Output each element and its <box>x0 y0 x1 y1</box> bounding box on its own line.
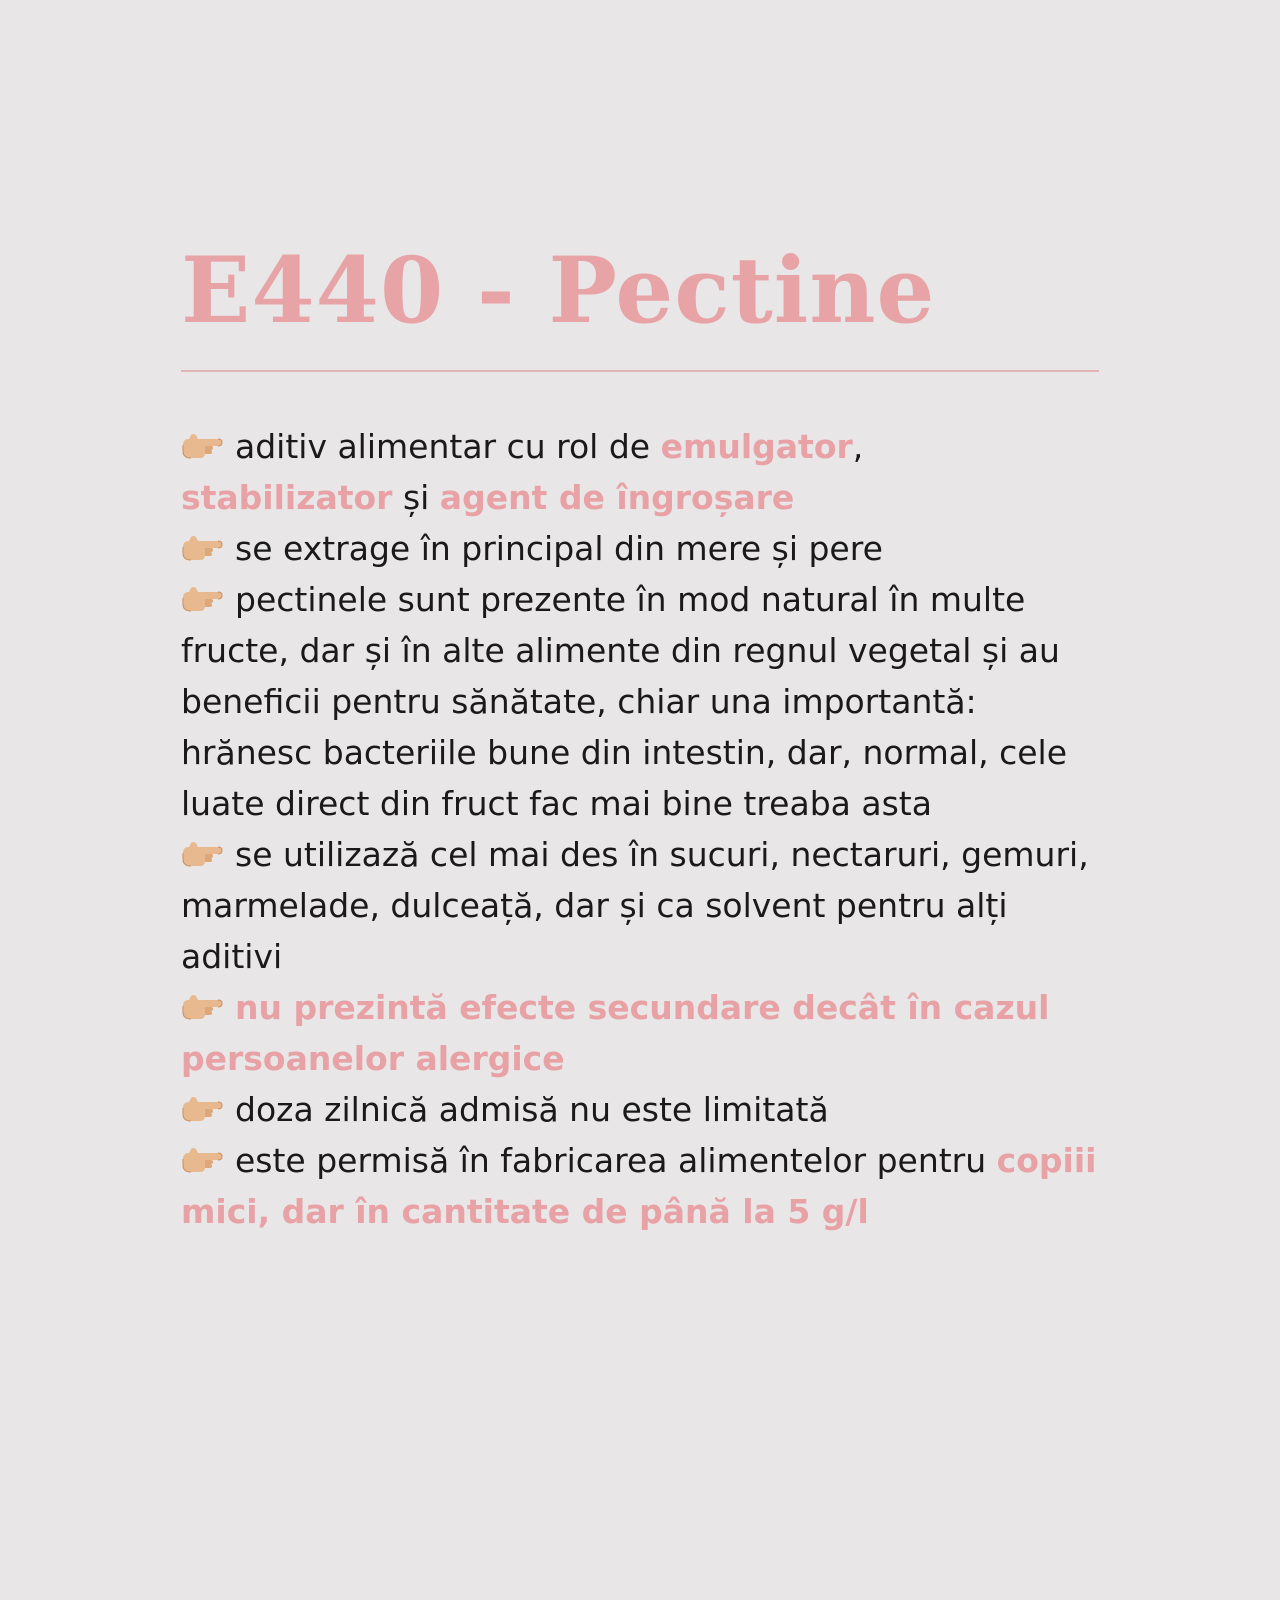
title-divider <box>181 370 1099 372</box>
fact-text: se extrage în principal din mere și pere <box>235 529 883 568</box>
fact-item-source <box>181 523 1101 574</box>
fact-text: și <box>392 478 440 517</box>
pointing-hand-icon <box>181 585 223 613</box>
fact-item-daily-dose <box>181 1084 1101 1135</box>
page-title: E440 - Pectine <box>181 238 936 344</box>
highlight-side-effects: nu prezintă efecte secundare decât în cazul persoanelor alergice <box>181 988 1050 1078</box>
pointing-hand-icon <box>181 1146 223 1174</box>
fact-item-role <box>181 421 1101 523</box>
fact-item-natural <box>181 574 1101 829</box>
fact-item-children <box>181 1135 1101 1237</box>
highlight-emulgator: emulgator <box>660 427 853 466</box>
infographic-card <box>181 236 1101 1237</box>
pointing-hand-icon <box>181 534 223 562</box>
fact-item-usage <box>181 829 1101 982</box>
fact-text: doza zilnică admisă nu este limitată <box>235 1090 829 1129</box>
highlight-agent-ingrosare: agent de îngroșare <box>439 478 795 517</box>
pointing-hand-icon <box>181 432 223 460</box>
fact-text: pectinele sunt prezente în mod natural în multe fructe, dar și în alte alimente din regnul vegetal și au beneficii pentru sănătate, chiar una importantă: hrănesc bacteriile bune din intestin, dar, normal, cele luate direct din fruct fac mai bine treaba asta <box>181 580 1068 823</box>
highlight-stabilizator: stabilizator <box>181 478 393 517</box>
fact-list <box>181 421 1101 1237</box>
highlight-children-limit: copiii mici, dar în cantitate de până la 5 g/l <box>181 1141 1097 1231</box>
fact-item-side-effects <box>181 982 1101 1084</box>
pointing-hand-icon <box>181 993 223 1021</box>
fact-text: se utilizază cel mai des în sucuri, nectaruri, gemuri, marmelade, dulceață, dar și ca solvent pentru alți aditivi <box>181 835 1089 976</box>
fact-text: aditiv alimentar cu rol de <box>235 427 661 466</box>
pointing-hand-icon <box>181 840 223 868</box>
fact-text: este permisă în fabricarea alimentelor pentru <box>235 1141 997 1180</box>
pointing-hand-icon <box>181 1095 223 1123</box>
fact-text: , <box>852 427 864 466</box>
